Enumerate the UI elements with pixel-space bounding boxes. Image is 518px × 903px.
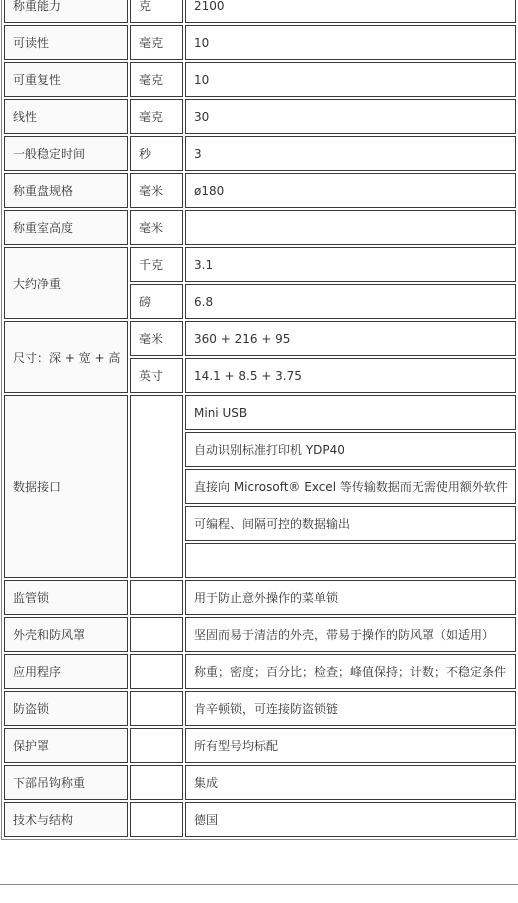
table-row — [4, 395, 516, 430]
row-unit: 英寸 — [130, 358, 183, 393]
row-label: 称重盘规格 — [4, 173, 128, 208]
row-value — [185, 210, 516, 245]
row-unit — [130, 691, 183, 726]
row-label: 称重能力 — [4, 0, 128, 23]
row-value: 30 — [185, 99, 516, 134]
row-value: 称重；密度；百分比；检查；峰值保持；计数；不稳定条件 — [185, 654, 516, 689]
bottom-divider — [0, 884, 518, 885]
row-value: ø180 — [185, 173, 516, 208]
spec-table — [1, 0, 518, 840]
row-unit: 磅 — [130, 284, 183, 319]
table-row — [4, 321, 516, 356]
row-label: 可读性 — [4, 25, 128, 60]
table-row — [4, 210, 516, 245]
row-value: 可编程、间隔可控的数据输出 — [185, 506, 516, 541]
row-unit — [130, 395, 183, 578]
row-value: 14.1 + 8.5 + 3.75 — [185, 358, 516, 393]
row-value — [185, 543, 516, 578]
row-unit — [130, 765, 183, 800]
row-value: Mini USB — [185, 395, 516, 430]
row-unit — [130, 580, 183, 615]
row-unit: 秒 — [130, 136, 183, 171]
row-unit — [130, 728, 183, 763]
row-unit — [130, 654, 183, 689]
row-value: 德国 — [185, 802, 516, 837]
row-unit — [130, 617, 183, 652]
row-unit: 毫米 — [130, 173, 183, 208]
net-weight-label: 大约净重 — [4, 247, 128, 319]
table-row — [4, 802, 516, 837]
table-row — [4, 62, 516, 97]
table-row — [4, 25, 516, 60]
row-value: 所有型号均标配 — [185, 728, 516, 763]
row-unit: 毫米 — [130, 321, 183, 356]
row-value: 用于防止意外操作的菜单锁 — [185, 580, 516, 615]
row-label: 保护罩 — [4, 728, 128, 763]
row-value: 2100 — [185, 0, 516, 23]
row-label: 下部吊钩称重 — [4, 765, 128, 800]
row-label: 线性 — [4, 99, 128, 134]
row-unit: 克 — [130, 0, 183, 23]
table-row — [4, 136, 516, 171]
interface-label: 数据接口 — [4, 395, 128, 578]
row-label: 称重室高度 — [4, 210, 128, 245]
row-unit: 千克 — [130, 247, 183, 282]
row-value: 直接向 Microsoft® Excel 等传输数据而无需使用额外软件 — [185, 469, 516, 504]
row-label: 监管锁 — [4, 580, 128, 615]
table-row — [4, 173, 516, 208]
row-label: 技术与结构 — [4, 802, 128, 837]
table-row — [4, 654, 516, 689]
dimensions-label: 尺寸：深 + 宽 + 高 — [4, 321, 128, 393]
table-row — [4, 691, 516, 726]
table-row — [4, 247, 516, 282]
table-row — [4, 765, 516, 800]
row-label: 应用程序 — [4, 654, 128, 689]
row-value: 肯辛顿锁，可连接防盗锁链 — [185, 691, 516, 726]
row-value: 集成 — [185, 765, 516, 800]
table-row — [4, 728, 516, 763]
row-unit: 毫克 — [130, 99, 183, 134]
row-value: 6.8 — [185, 284, 516, 319]
row-value: 360 + 216 + 95 — [185, 321, 516, 356]
row-unit — [130, 802, 183, 837]
row-label: 可重复性 — [4, 62, 128, 97]
table-row — [4, 99, 516, 134]
row-value: 坚固而易于清洁的外壳，带易于操作的防风罩（如适用） — [185, 617, 516, 652]
row-label: 一般稳定时间 — [4, 136, 128, 171]
table-row — [4, 0, 516, 23]
row-value: 3.1 — [185, 247, 516, 282]
row-value: 10 — [185, 62, 516, 97]
row-label: 外壳和防风罩 — [4, 617, 128, 652]
row-value: 3 — [185, 136, 516, 171]
row-unit: 毫克 — [130, 62, 183, 97]
row-unit: 毫克 — [130, 25, 183, 60]
row-unit: 毫米 — [130, 210, 183, 245]
table-row — [4, 580, 516, 615]
table-row — [4, 617, 516, 652]
row-value: 自动识别标准打印机 YDP40 — [185, 432, 516, 467]
row-label: 防盗锁 — [4, 691, 128, 726]
row-value: 10 — [185, 25, 516, 60]
